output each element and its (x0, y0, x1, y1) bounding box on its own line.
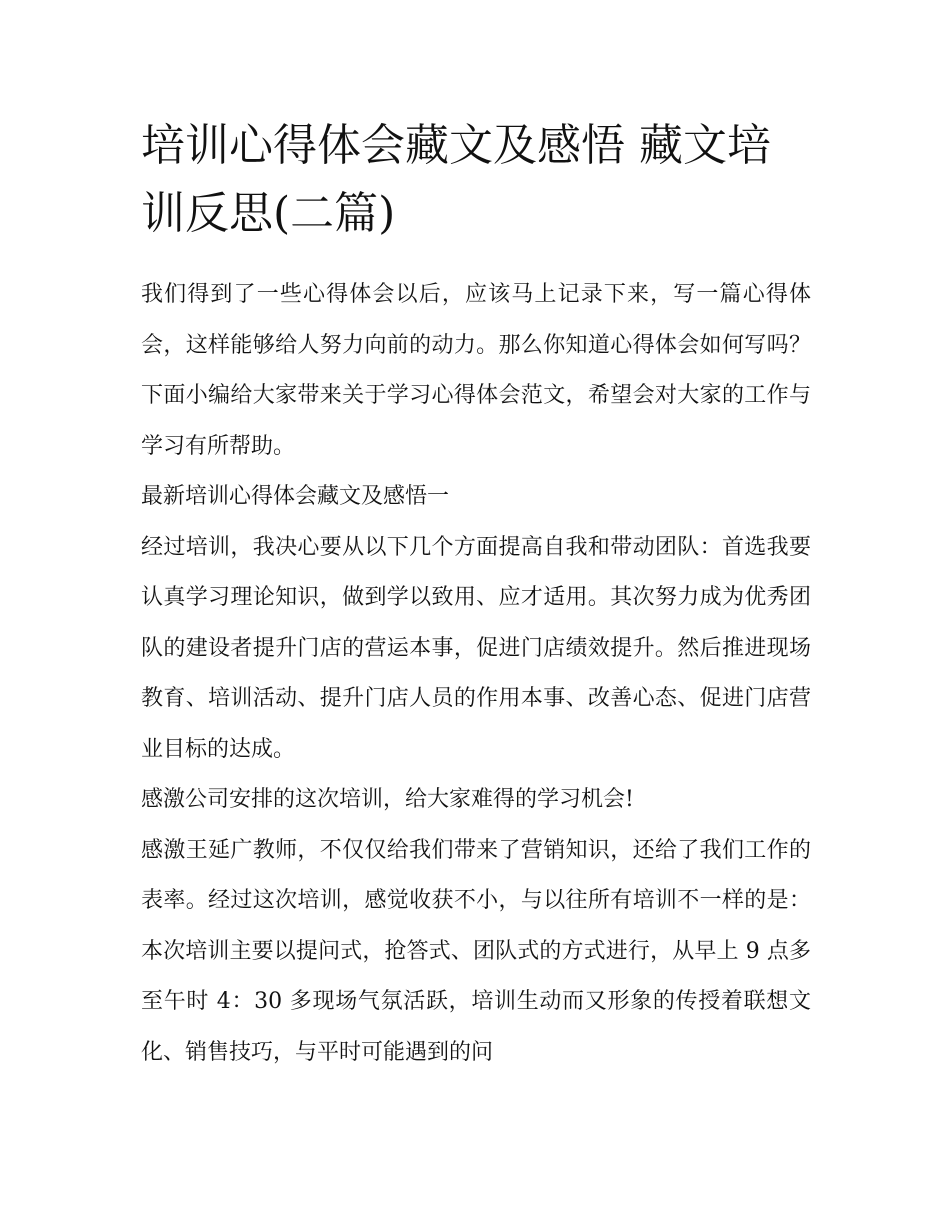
body-paragraph: 感激公司安排的这次培训，给大家难得的学习机会! (141, 787, 634, 812)
document-body (141, 112, 811, 1078)
body-paragraph: 感激王延广教师，不仅仅给我们带来了营销知识，还给了我们工作的表率。经过这次培训，感觉收获不小，与以往所有培训不一样的是：本次培训主要以提问式，抢答式、团队式的方式进行，从早上 9 点多至午时 4：30 多现场气氛活跃，培训生动而又形象的传授着联想文化、销售技巧，与平时可能遇到的问 (141, 837, 811, 1065)
body-paragraph: 经过培训，我决心要从以下几个方面提高自我和带动团队：首选我要认真学习理论知识，做到学以致用、应才适用。其次努力成为优秀团队的建设者提升门店的营运本事，促进门店绩效提升。然后推进现场教育、培训活动、提升门店人员的作用本事、改善心态、促进门店营业目标的达成。 (141, 534, 811, 762)
document-title: 培训心得体会藏文及感悟 藏文培训反思(二篇) (141, 120, 771, 239)
section-heading: 最新培训心得体会藏文及感悟一 (141, 484, 450, 509)
intro-paragraph: 我们得到了一些心得体会以后，应该马上记录下来，写一篇心得体会，这样能够给人努力向前的动力。那么你知道心得体会如何写吗？下面小编给大家带来关于学习心得体会范文，希望会对大家的工作与学习有所帮助。 (141, 282, 811, 459)
